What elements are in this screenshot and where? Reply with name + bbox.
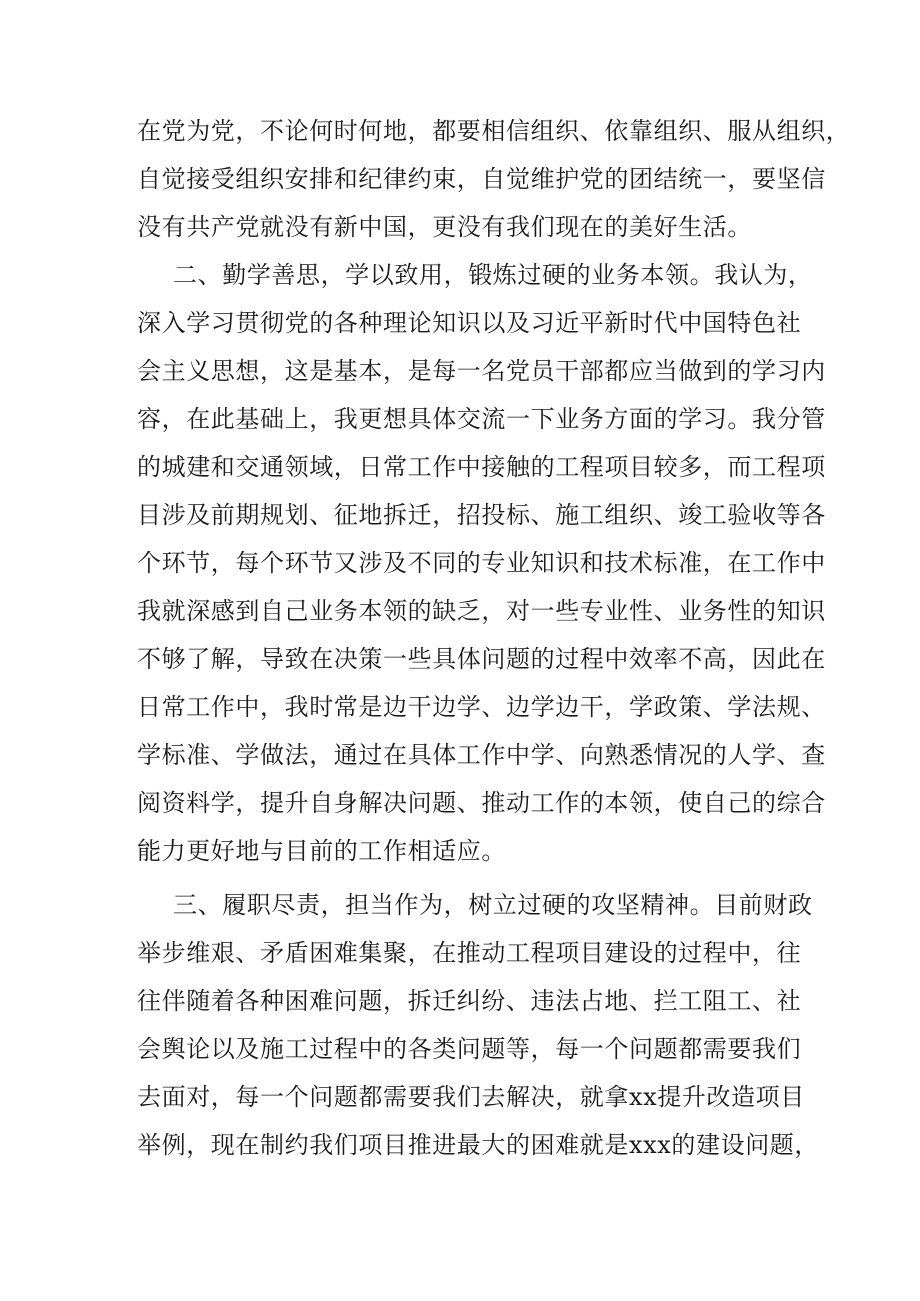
paragraph-heading-2: 二、勤学善思，学以致用，锻炼过硬的业务本领。我认为， bbox=[173, 261, 813, 289]
text-line: 目涉及前期规划、征地拆迁，招投标、施工组织、竣工验收等各 bbox=[137, 501, 826, 529]
text-line: 没有共产党就没有新中国，更没有我们现在的美好生活。 bbox=[137, 213, 752, 241]
text-line: 会主义思想，这是基本，是每一名党员干部都应当做到的学习内 bbox=[137, 357, 826, 385]
text-line: 举步维艰、矛盾困难集聚，在推动工程项目建设的过程中，往 bbox=[137, 939, 802, 967]
text-line: 个环节，每个环节又涉及不同的专业知识和技术标准，在工作中 bbox=[137, 549, 826, 577]
text-line: 自觉接受组织安排和纪律约束，自觉维护党的团结统一，要坚信 bbox=[137, 165, 826, 193]
paragraph-heading-3: 三、履职尽责，担当作为，树立过硬的攻坚精神。目前财政 bbox=[173, 891, 813, 919]
text-line: 去面对，每一个问题都需要我们去解决，就拿xx提升改造项目 bbox=[137, 1083, 805, 1111]
text-line: 在党为党，不论何时何地，都要相信组织、依靠组织、服从组织， bbox=[137, 117, 851, 145]
text-line: 会舆论以及施工过程中的各类问题等，每一个问题都需要我们 bbox=[137, 1035, 802, 1063]
text-line: 举例，现在制约我们项目推进最大的困难就是xxx的建设问题， bbox=[137, 1131, 820, 1159]
text-line: 能力更好地与目前的工作相适应。 bbox=[137, 837, 506, 865]
text-line: 的城建和交通领域，日常工作中接触的工程项目较多，而工程项 bbox=[137, 453, 826, 481]
text-line: 往伴随着各种困难问题，拆迁纠纷、违法占地、拦工阻工、社 bbox=[137, 987, 802, 1015]
text-line: 日常工作中，我时常是边干边学、边学边干，学政策、学法规、 bbox=[137, 693, 826, 721]
text-line: 深入学习贯彻党的各种理论知识以及习近平新时代中国特色社 bbox=[137, 309, 802, 337]
text-line: 容，在此基础上，我更想具体交流一下业务方面的学习。我分管 bbox=[137, 405, 826, 433]
text-line: 不够了解，导致在决策一些具体问题的过程中效率不高，因此在 bbox=[137, 645, 826, 673]
text-line: 阅资料学，提升自身解决问题、推动工作的本领，使自己的综合 bbox=[137, 789, 826, 817]
text-line: 学标准、学做法，通过在具体工作中学、向熟悉情况的人学、查 bbox=[137, 741, 826, 769]
text-line: 我就深感到自己业务本领的缺乏，对一些专业性、业务性的知识 bbox=[137, 597, 826, 625]
